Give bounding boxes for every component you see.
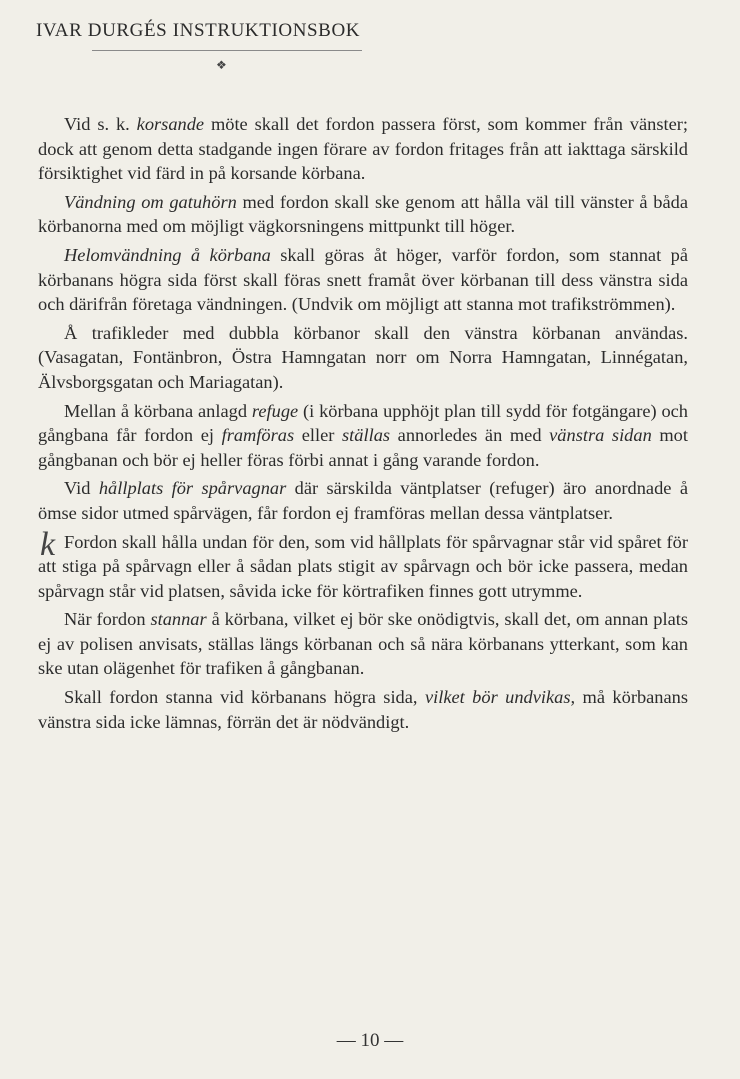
paragraph: Vid hållplats för spårvagnar där särskilda väntplatser (refuger) äro anordnade å ömse sidor utmed spårvägen, får fordon ej framföras mellan dessa väntplatser. — [38, 478, 688, 523]
paragraph: När fordon stannar å körbana, vilket ej bör ske onödigtvis, skall det, om annan plats ej av polisen anvisats, ställas längs körbanan och så nära körbanans ytterkant, som kan ske utan olägenhet för trafiken å gångbanan. — [38, 609, 689, 679]
paragraph: Vid s. k. korsande möte skall det fordon passera först, som kommer från vänster; dock att genom detta stadgande ingen förare av fordon fritages från att iakttaga särskild försiktighet vid färd in på korsande körbana. — [38, 114, 688, 184]
body-text — [38, 112, 688, 738]
paragraph: Å trafikleder med dubbla körbanor skall den vänstra körbanan användas. (Vasagatan, Fontänbron, Östra Hamngatan norr om Norra Hamngatan, Linnégatan, Älvsborgsgatan och Mariagatan). — [38, 322, 688, 392]
paragraph: Vändning om gatuhörn med fordon skall ske genom att hålla väl till vänster å båda körbanorna med om möjligt vägkorsningens mittpunkt till höger. — [38, 191, 688, 237]
paragraph: Skall fordon stanna vid körbanans högra sida, vilket bör undvikas, må körbanans vänstra sida icke lämnas, förrän det är nödvändigt. — [38, 687, 689, 732]
paragraph: Helomvändning å körbana skall göras åt höger, varför fordon, som stannat på körbanans högra sida först skall föras snett framåt över körbanan till dess vänstra sida och därifrån företaga vändningen. (Undvik om möjligt att stanna mot trafikströmmen). — [38, 244, 688, 315]
paragraph: Fordon skall hålla undan för den, som vid hållplats för spårvagnar står vid spåret för att stiga på spårvagn eller å sådan plats stigit av spårvagn och bör icke passera, medan spårvagn står vid platsen, såvida icke för körtrafiken finnes gott utrymme. — [38, 531, 688, 601]
ornament-icon: ❖ — [216, 58, 227, 72]
margin-mark: k — [40, 526, 56, 563]
paragraph: Mellan å körbana anlagd refuge (i körbana upphöjt plan till sydd för fotgängare) och gångbana får fordon ej framföras eller ställas annorledes än med vänstra sidan mot gångbanan och bör ej heller föras förbi annat i gång varande fordon. — [38, 400, 688, 470]
header-rule — [92, 50, 362, 51]
running-header: IVAR DURGÉS INSTRUKTIONSBOK — [36, 20, 361, 41]
page-number: — 10 — — [336, 1030, 404, 1051]
